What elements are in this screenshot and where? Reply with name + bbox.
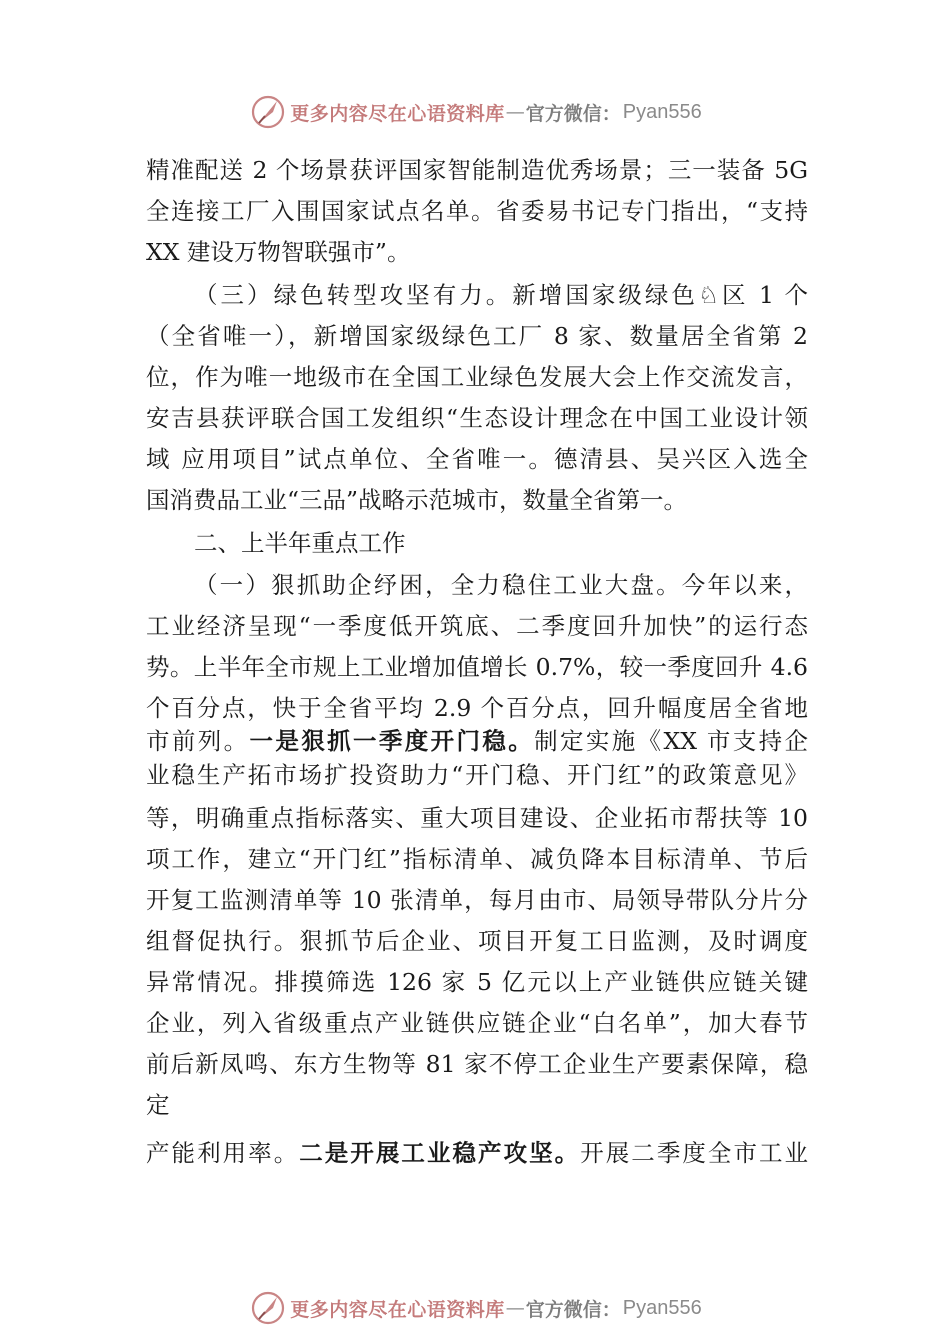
text-run: 制定实施《XX 市支持企 (534, 727, 809, 755)
watermark-dash: — (505, 101, 525, 123)
text-line: 安吉县获评联合国工发组织“生态设计理念在中国工业设计领 (146, 404, 808, 432)
text-line-mixed (146, 726, 808, 756)
bold-run: 二是开展工业稳产攻坚。 (299, 1139, 581, 1167)
section-heading: 二、上半年重点工作 (194, 529, 406, 557)
text-run: 市前列。 (146, 727, 250, 755)
text-line: XX 建设万物智联强市”。 (146, 238, 411, 266)
text-line: 前后新凤鸣、东方生物等 81 家不停工企业生产要素保障，稳 (146, 1050, 808, 1078)
quill-logo-icon (248, 92, 288, 132)
text-line: 域 应用项目”试点单位、全省唯一。德清县、吴兴区入选全 (146, 445, 808, 473)
text-line: 个百分点，快于全省平均 2.9 个百分点，回升幅度居全省地 (146, 694, 808, 722)
text-line: 精准配送 2 个场景获评国家智能制造优秀场景；三一装备 5G (146, 156, 808, 184)
text-line: 全连接工厂入围国家试点名单。省委易书记专门指出，“支持 (146, 197, 808, 225)
text-run: 开展二季度全市工业 (580, 1139, 809, 1167)
watermark-title: 更多内容尽在心语资料库 (290, 102, 505, 125)
watermark-id: Pyan556 (622, 1296, 702, 1319)
text-line: 组督促执行。狠抓节后企业、项目开复工日监测，及时调度 (146, 927, 808, 955)
text-line: （三）绿色转型攻坚有力。新增国家级绿色♘区 1 个 (194, 281, 808, 309)
text-run: 产能利用率。 (146, 1139, 300, 1167)
watermark-subtitle: 官方微信： (525, 1298, 621, 1321)
text-line: 异常情况。排摸筛选 126 家 5 亿元以上产业链供应链关键 (146, 968, 808, 996)
watermark-title: 更多内容尽在心语资料库 (290, 1298, 505, 1321)
header-watermark (0, 90, 950, 134)
text-line: 国消费品工业“三品”战略示范城市，数量全省第一。 (146, 486, 688, 514)
text-line: （一）狠抓助企纾困，全力稳住工业大盘。今年以来， (194, 571, 808, 599)
text-line: 位，作为唯一地级市在全国工业绿色发展大会上作交流发言， (146, 363, 808, 391)
watermark-subtitle: 官方微信： (525, 102, 621, 125)
watermark-dash: — (505, 1297, 525, 1319)
text-line: 企业，列入省级重点产业链供应链企业“白名单”，加大春节 (146, 1009, 808, 1037)
footer-watermark (0, 1286, 950, 1330)
text-line: （全省唯一），新增国家级绿色工厂 8 家、数量居全省第 2 (146, 322, 808, 350)
bold-run: 一是狠抓一季度开门稳。 (249, 727, 535, 755)
text-line: 开复工监测清单等 10 张清单，每月由市、局领导带队分片分 (146, 886, 808, 914)
text-line-mixed (146, 1138, 808, 1168)
text-line: 业稳生产拓市场扩投资助力“开门稳、开门红”的政策意见》 (146, 761, 808, 789)
text-line: 等，明确重点指标落实、重大项目建设、企业拓市帮扶等 10 (146, 804, 808, 832)
text-line: 工业经济呈现“一季度低开筑底、二季度回升加快”的运行态 (146, 612, 808, 640)
watermark-id: Pyan556 (622, 100, 702, 123)
quill-logo-icon (248, 1288, 288, 1328)
text-line: 项工作，建立“开门红”指标清单、减负降本目标清单、节后 (146, 845, 808, 873)
text-line: 定 (146, 1091, 170, 1119)
text-line: 势。上半年全市规上工业增加值增长 0.7%，较一季度回升 4.6 (146, 653, 808, 681)
